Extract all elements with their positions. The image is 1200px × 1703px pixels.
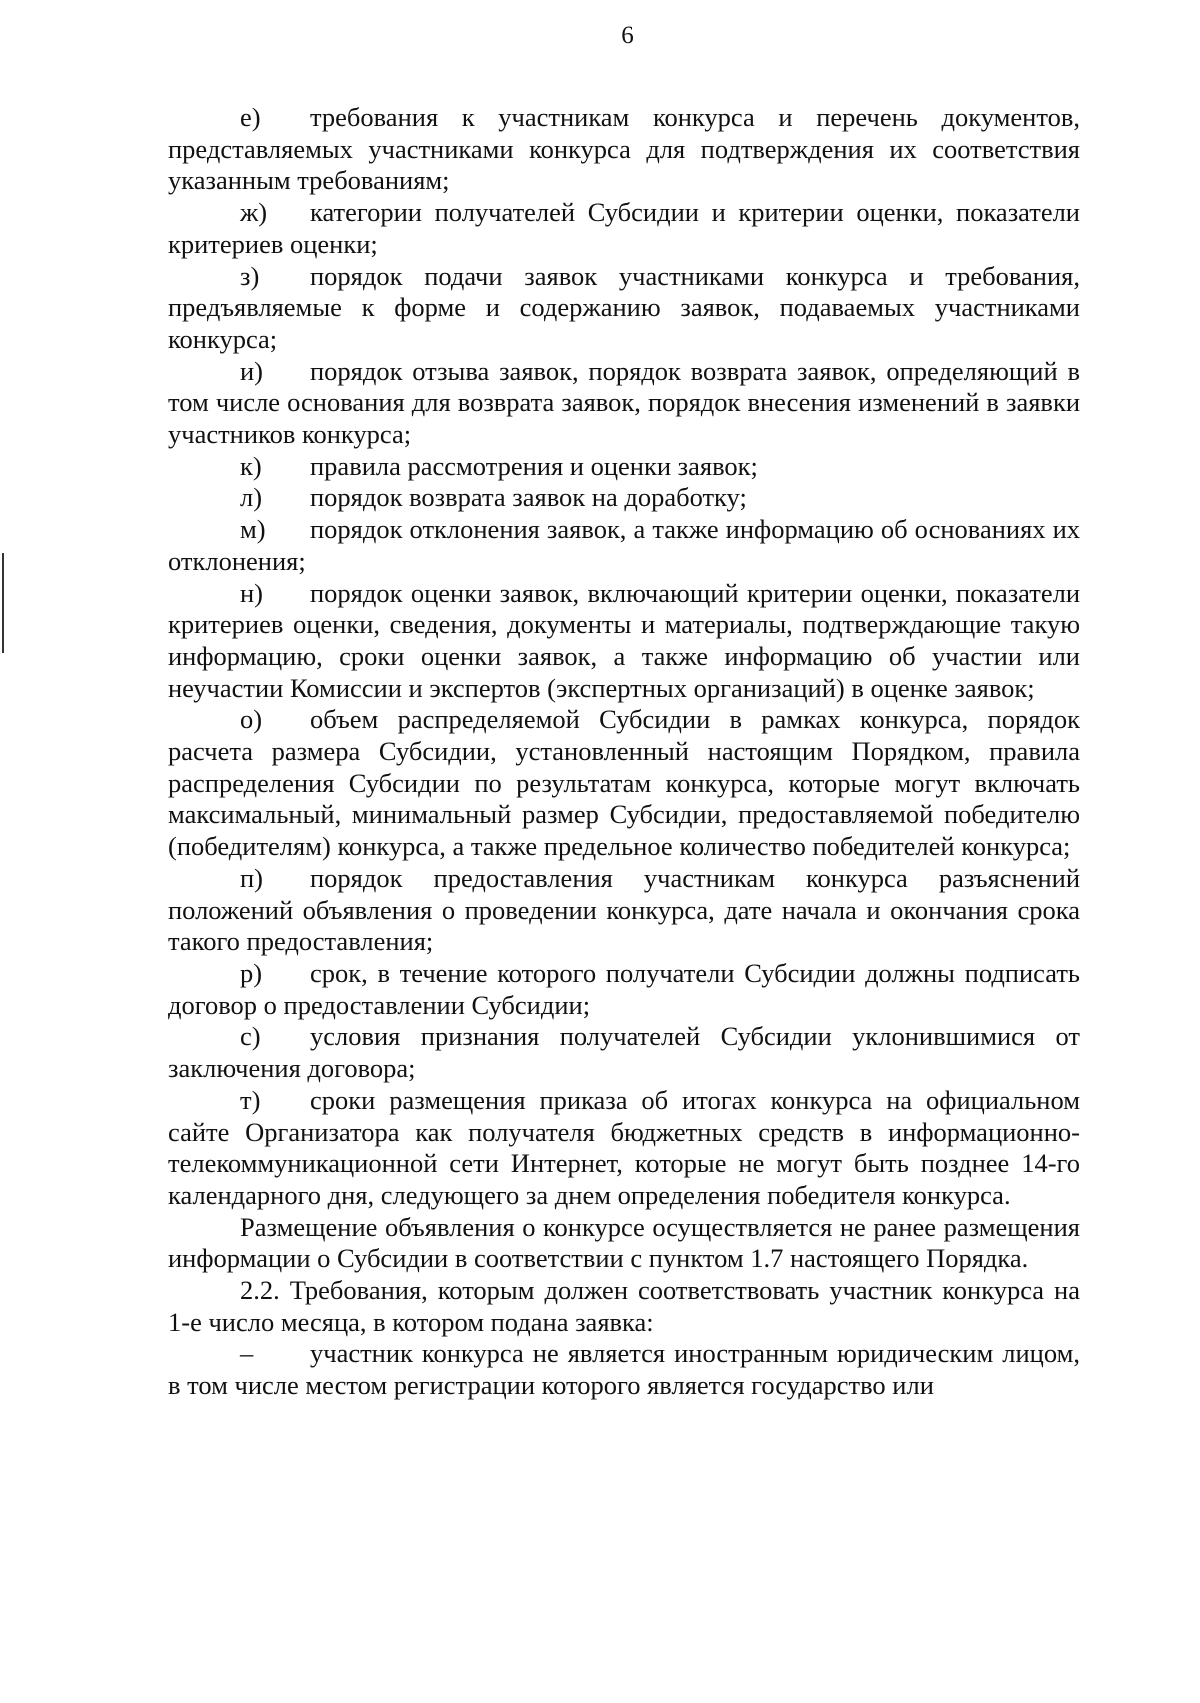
list-item-text: сроки размещения приказа об итогах конкурса на официальном сайте Организатора как получателя бюджетных средств в информационно-телекоммуникационной сети Интернет, которые не могут быть позднее 14-го календарного дня, следующего за днем определения победителя конкурса. <box>168 1084 1080 1210</box>
list-marker: и) <box>240 355 264 386</box>
list-item-i <box>168 356 1080 451</box>
list-marker: з) <box>240 260 260 291</box>
list-item-text: категории получателей Субсидии и критерии оценки, показатели критериев оценки; <box>168 197 1080 259</box>
list-marker: к) <box>240 450 262 481</box>
dash-list-item <box>168 1338 1080 1401</box>
page-number: 6 <box>621 22 634 49</box>
list-marker: т) <box>240 1084 261 1115</box>
list-item-text: порядок оценки заявок, включающий критерии оценки, показатели критериев оценки, сведения, документы и материалы, подтверждающие такую информацию, сроки оценки заявок, а также информацию об участии или неучастии Комиссии и экспертов (экспертных организаций) в оценке заявок; <box>168 577 1080 703</box>
list-marker: е) <box>240 102 261 132</box>
list-item-text: порядок возврата заявок на доработку; <box>310 482 747 513</box>
paragraph-requirements: 2.2. Требования, которым должен соответствовать участник конкурса на 1-е число месяца, в котором подана заявка: <box>168 1275 1080 1337</box>
list-marker: н) <box>240 577 264 608</box>
list-item-text: порядок подачи заявок участниками конкурса и требования, предъявляемые к форме и содержанию заявок, подаваемых участниками конкурса; <box>168 260 1080 354</box>
list-item-text: объем распределяемой Субсидии в рамках конкурса, порядок расчета размера Субсидии, установленный настоящим Порядком, правила распределения Субсидии по результатам конкурса, которые могут включать максимальный, минимальный размер Субсидии, предоставляемой победителю (победителям) конкурса, а также предельное количество победителей конкурса; <box>168 704 1080 862</box>
list-item-s <box>168 1021 1080 1084</box>
list-item-text: правила рассмотрения и оценки заявок; <box>310 450 758 481</box>
list-item-text: условия признания получателей Субсидии уклонившимися от заключения договора; <box>168 1021 1080 1084</box>
list-item-n <box>168 578 1080 705</box>
list-marker: о) <box>240 704 263 735</box>
scan-edge-mark <box>2 553 4 653</box>
list-item-o <box>168 704 1080 863</box>
list-marker: с) <box>240 1021 261 1052</box>
list-marker: м) <box>240 514 266 545</box>
list-item-text: порядок отзыва заявок, порядок возврата заявок, определяющий в том числе основания для возврата заявок, порядок внесения изменений в заявки участников конкурса; <box>168 355 1080 450</box>
list-item-text: порядок отклонения заявок, а также информацию об основаниях их отклонения; <box>168 514 1080 576</box>
list-item-t <box>168 1085 1080 1212</box>
paragraph-placement: Размещение объявления о конкурсе осуществляется не ранее размещения информации о Субсидии в соответствии с пунктом 1.7 настоящего Порядка. <box>168 1211 1080 1274</box>
list-marker: ж) <box>240 197 268 228</box>
list-item-p <box>168 863 1080 958</box>
list-item-zh <box>168 197 1080 260</box>
document-body <box>168 102 1080 1402</box>
list-item-text: порядок предоставления участникам конкурса разъяснений положений объявления о проведении конкурса, дате начала и окончания срока такого предоставления; <box>168 862 1080 957</box>
list-item-l <box>168 482 1080 514</box>
list-item-text: срок, в течение которого получатели Субсидии должны подписать договор о предоставлении Субсидии; <box>168 957 1080 1020</box>
list-item-k <box>168 451 1080 483</box>
list-item-m <box>168 514 1080 577</box>
dash-marker: – <box>240 1338 254 1369</box>
list-item-r <box>168 958 1080 1021</box>
list-marker: л) <box>240 482 263 513</box>
list-item-z <box>168 261 1080 356</box>
dash-item-text: участник конкурса не является иностранным юридическим лицом, в том числе местом регистрации которого является государство или <box>168 1338 1080 1401</box>
list-item-e <box>168 102 1080 197</box>
list-marker: п) <box>240 862 264 893</box>
list-item-text: требования к участникам конкурса и перечень документов, представляемых участниками конкурса для подтверждения их соответствия указанным требованиям; <box>168 102 1080 196</box>
list-marker: р) <box>240 957 263 988</box>
